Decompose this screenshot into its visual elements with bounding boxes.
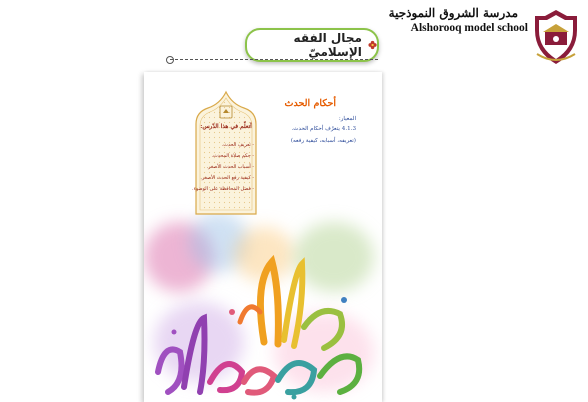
dashed-divider bbox=[170, 59, 378, 60]
domain-heading-label: مجال الفقه الإسلاميّ bbox=[293, 31, 362, 59]
objective-item: - تعريف الحدث. bbox=[221, 142, 254, 148]
standard-subtext: (تعريفه، أسبابه، كيفية رفعه) bbox=[290, 138, 356, 144]
lesson-title: أحكام الحدث bbox=[284, 98, 336, 109]
divider-dot bbox=[166, 56, 174, 64]
domain-heading-pill bbox=[245, 28, 379, 62]
flower-icon bbox=[368, 40, 377, 50]
standard-text: 4.1.3 يتعرّف أحكام الحدث. bbox=[291, 126, 356, 132]
standard-label: المعيار: bbox=[338, 116, 356, 122]
calligraphy-artwork bbox=[144, 252, 382, 402]
objective-item: - أسباب الحدث الأصغر. bbox=[206, 164, 254, 170]
objective-item: - فضل المحافظة على الوضوء. bbox=[192, 186, 254, 192]
school-name-english: Alshorooq model school bbox=[410, 22, 528, 34]
objective-item: - كيفية رفع الحدث الأصغر. bbox=[200, 175, 254, 181]
objectives-heading: أتعلّم في هذا الدّرس: bbox=[200, 124, 252, 130]
school-name-arabic: مدرسة الشروق النموذجية bbox=[388, 6, 518, 20]
school-logo bbox=[527, 6, 585, 68]
objective-item: - حكم صلاة المحدث. bbox=[211, 153, 254, 159]
book-page bbox=[144, 72, 382, 402]
